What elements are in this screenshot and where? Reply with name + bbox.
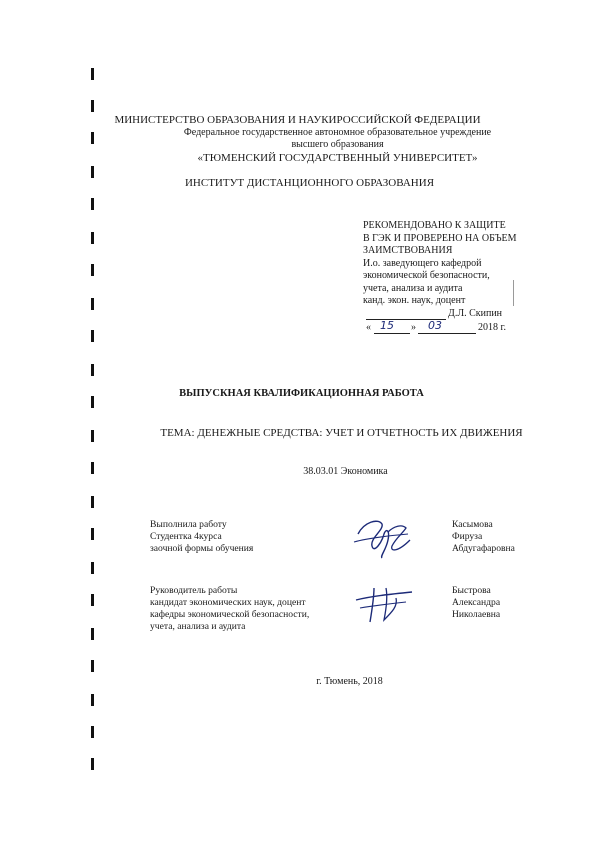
binding-mark xyxy=(91,496,94,508)
approval-date-year: 2018 г. xyxy=(478,322,506,333)
binding-mark xyxy=(91,726,94,738)
supervisor-role-line: кафедры экономической безопасности, xyxy=(150,609,310,620)
binding-mark xyxy=(91,694,94,706)
approval-date-open-quote: « xyxy=(366,322,371,333)
approval-date-month: 03 xyxy=(428,319,442,332)
binding-mark xyxy=(91,594,94,606)
approval-date-day: 15 xyxy=(380,319,394,332)
student-patronymic: Абдугафаровна xyxy=(452,543,515,554)
supervisor-role-line: Руководитель работы xyxy=(150,585,238,596)
binding-mark xyxy=(91,758,94,770)
binding-mark xyxy=(91,660,94,672)
ministry-title: МИНИСТЕРСТВО ОБРАЗОВАНИЯ И НАУКИРОССИЙСКОЙ ФЕДЕРАЦИИ xyxy=(114,114,481,126)
supervisor-first-name: Александра xyxy=(452,597,501,608)
binding-mark xyxy=(91,68,94,80)
approval-date-close-quote: » xyxy=(411,322,416,333)
city-year: г. Тюмень, 2018 xyxy=(316,676,383,687)
binding-mark xyxy=(91,562,94,574)
head-name: Д.Л. Скипин xyxy=(448,308,503,319)
higher-education-line: высшего образования xyxy=(291,139,384,150)
federal-institution-line: Федеральное государственное автономное образовательное учреждение xyxy=(183,127,492,138)
supervisor-role-block xyxy=(150,585,309,633)
student-role-block xyxy=(150,519,253,555)
binding-mark xyxy=(91,264,94,276)
student-signature xyxy=(352,512,414,560)
institute-name: ИНСТИТУТ ДИСТАНЦИОННОГО ОБРАЗОВАНИЯ xyxy=(184,177,435,189)
approval-line: РЕКОМЕНДОВАНО К ЗАЩИТЕ xyxy=(363,220,506,231)
binding-mark xyxy=(91,628,94,640)
date-day-line xyxy=(374,333,410,334)
supervisor-name-block xyxy=(452,585,500,621)
supervisor-role-line: кандидат экономических наук, доцент xyxy=(150,597,306,608)
binding-mark xyxy=(91,198,94,210)
binding-mark xyxy=(91,528,94,540)
approval-line: экономической безопасности, xyxy=(363,270,490,281)
binding-mark xyxy=(91,330,94,342)
approval-line: канд. экон. наук, доцент xyxy=(363,295,466,306)
supervisor-signature xyxy=(352,582,416,626)
work-type-title: ВЫПУСКНАЯ КВАЛИФИКАЦИОННАЯ РАБОТА xyxy=(179,388,424,399)
binding-mark xyxy=(91,298,94,310)
approval-line: И.о. заведующего кафедрой xyxy=(363,257,482,269)
binding-mark xyxy=(91,364,94,376)
date-month-line xyxy=(418,333,476,334)
student-role-line: заочной формы обучения xyxy=(150,543,254,554)
university-name: «ТЮМЕНСКИЙ ГОСУДАРСТВЕННЫЙ УНИВЕРСИТЕТ» xyxy=(197,152,478,164)
specialty: 38.03.01 Экономика xyxy=(303,466,388,477)
student-role-line: Студентка 4курса xyxy=(150,531,222,542)
student-first-name: Фируза xyxy=(452,531,483,542)
supervisor-patronymic: Николаевна xyxy=(452,609,501,620)
supervisor-role-line: учета, анализа и аудита xyxy=(150,621,246,632)
supervisor-surname: Быстрова xyxy=(452,585,491,596)
student-surname: Касымова xyxy=(452,519,493,530)
approval-block xyxy=(363,220,517,308)
approval-line: учета, анализа и аудита xyxy=(363,282,463,294)
student-name-block xyxy=(452,519,515,555)
student-role-line: Выполнила работу xyxy=(150,519,227,530)
work-topic: ТЕМА: ДЕНЕЖНЫЕ СРЕДСТВА: УЧЕТ И ОТЧЕТНОСТЬ ИХ ДВИЖЕНИЯ xyxy=(160,427,523,439)
approval-line: ЗАИМСТВОВАНИЯ xyxy=(363,245,453,256)
approval-line: В ГЭК И ПРОВЕРЕНО НА ОБЪЕМ xyxy=(363,232,517,244)
binding-mark xyxy=(91,100,94,112)
binding-mark xyxy=(91,232,94,244)
